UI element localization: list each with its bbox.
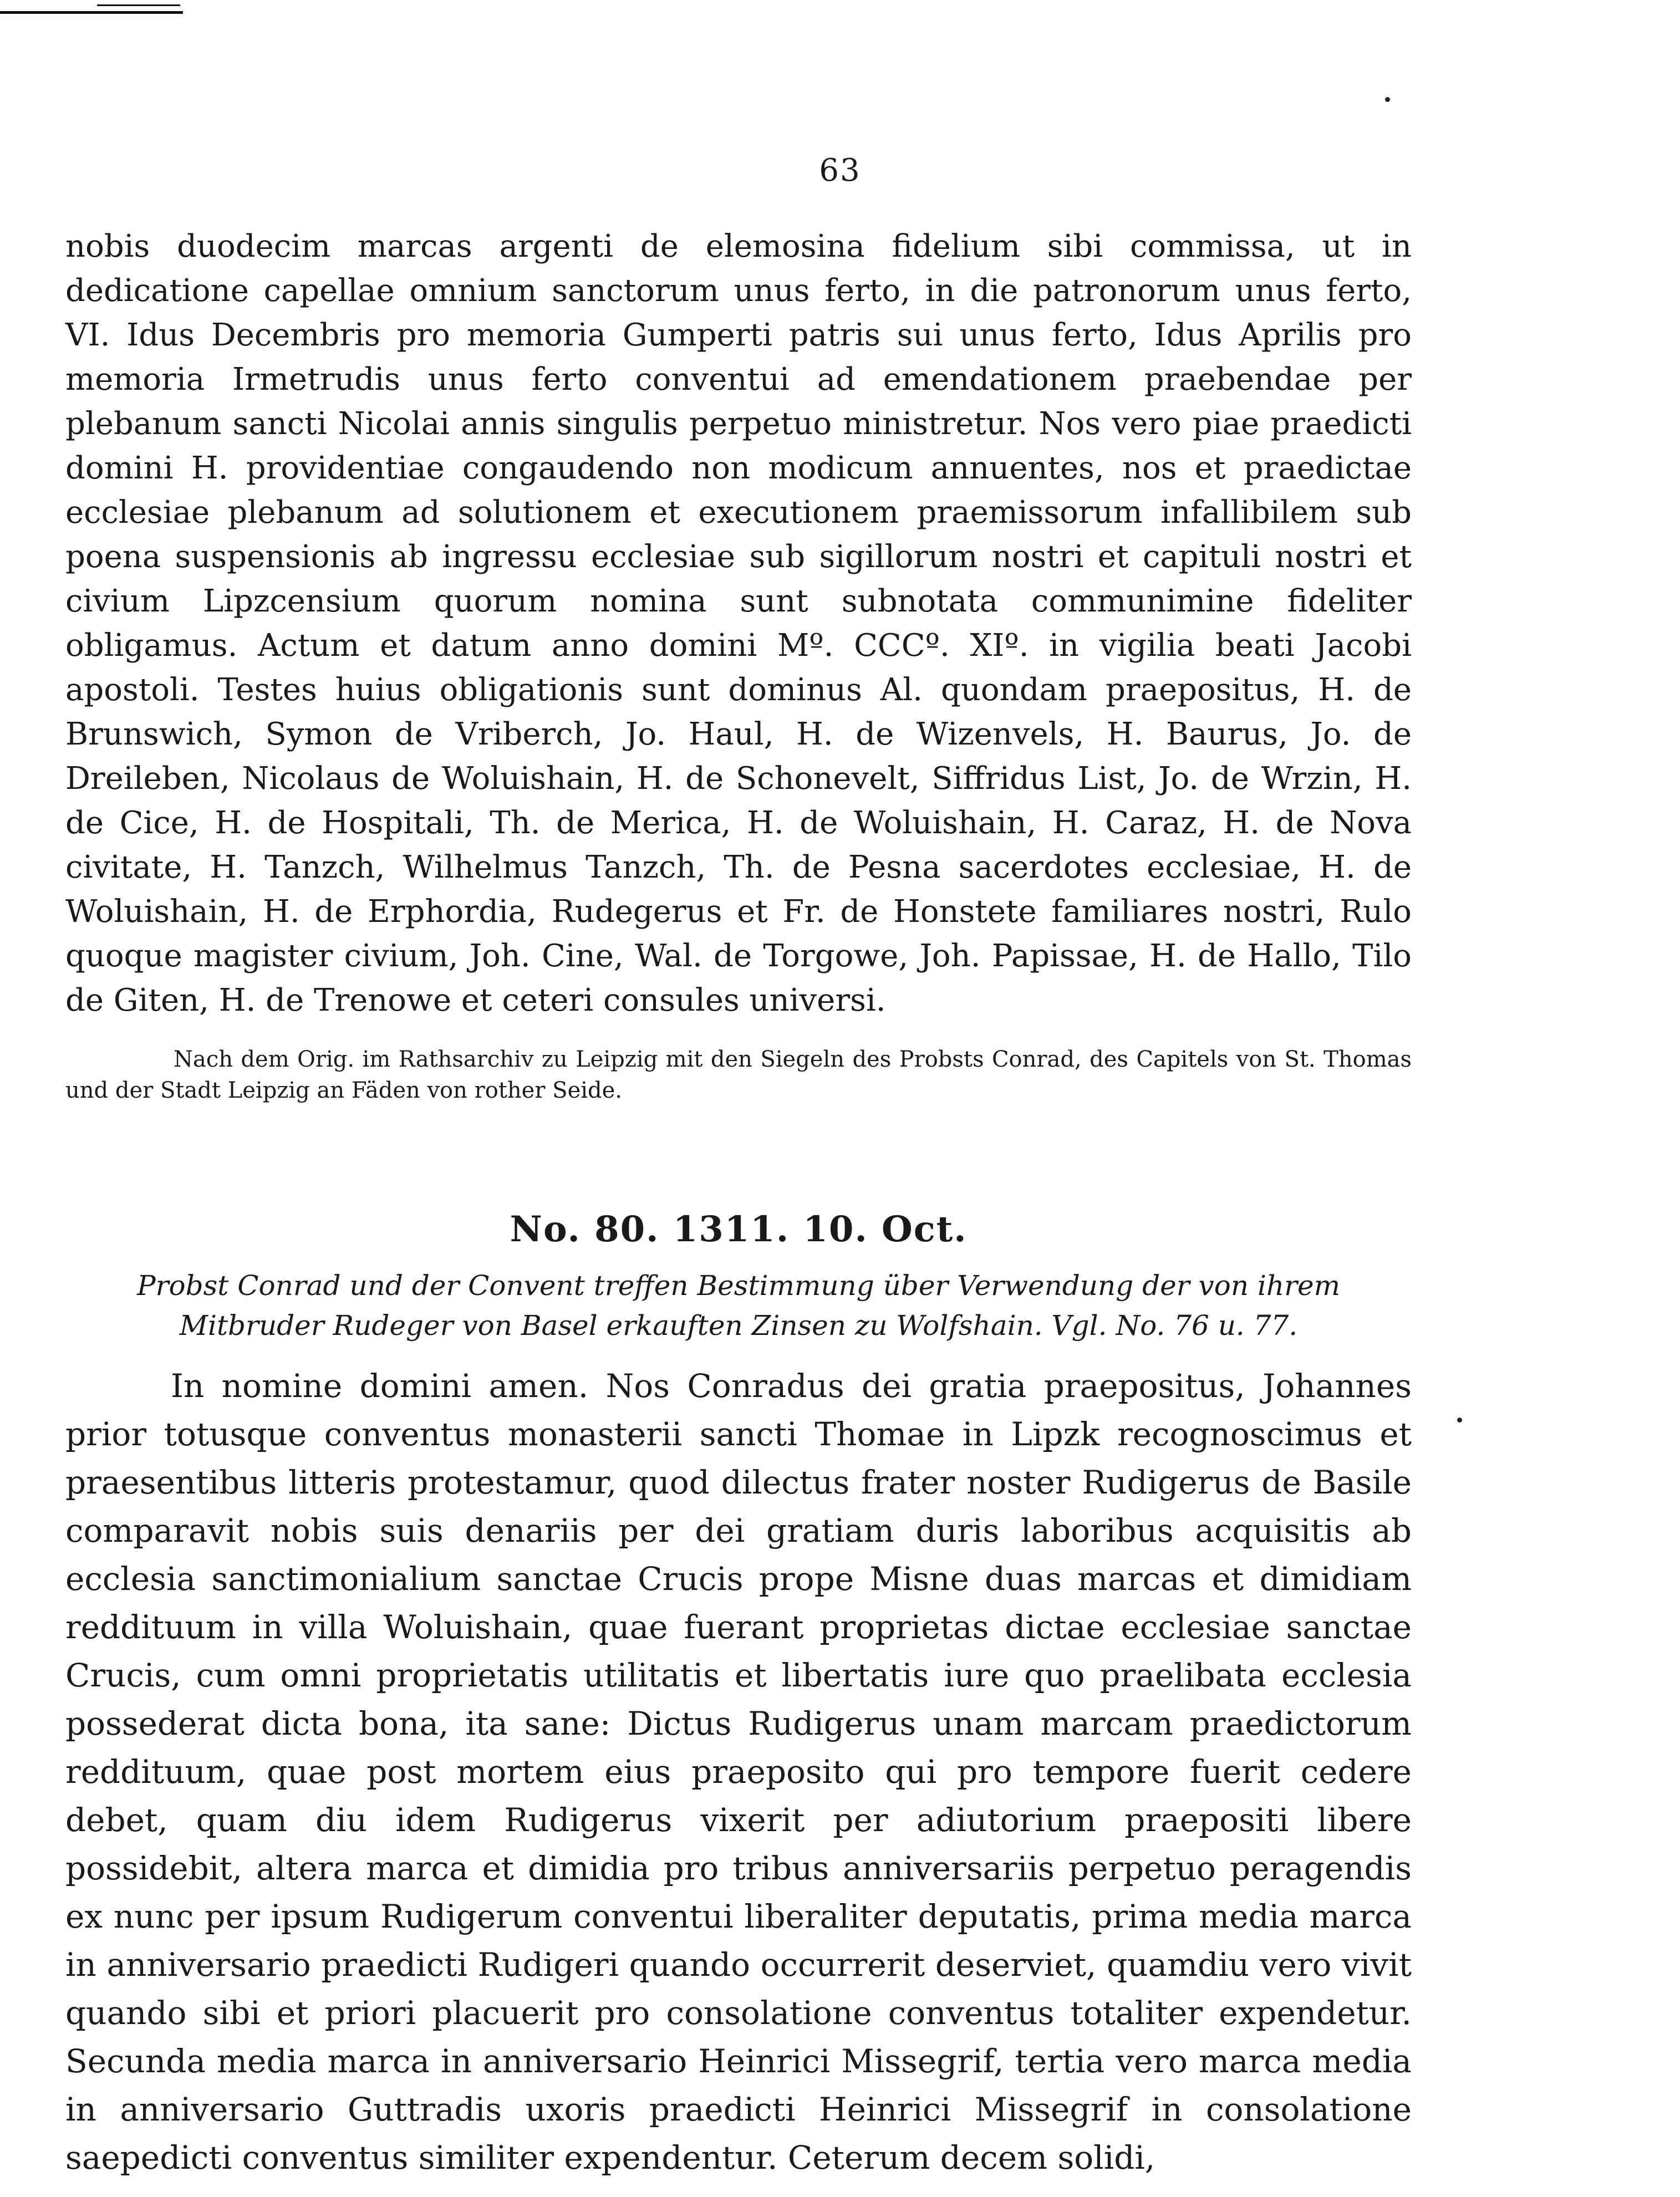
- top-rule: [0, 11, 183, 14]
- charter-text: nobis duodecim marcas argenti de elemosina fidelium sibi commissa, ut in dedicatione capellae omnium sanctorum unus ferto, in die patronorum unus ferto, VI. Idus Decembris pro memoria Gumperti patris sui unus ferto, Idus Aprilis pro memoria Irmetrudis unus ferto conventui ad emendationem praebendae per plebanum sancti Nicolai annis singulis perpetuo ministretur. Nos vero piae praedicti domini H. providentiae congaudendo non modicum annuentes, nos et praedictae ecclesiae plebanum ad solutionem et executionem praemissorum infallibilem sub poena suspensionis ab ingressu ecclesiae sub sigillorum nostri et capituli nostri et civium Lipzcensium quorum nomina sunt subnotata communimine fideliter obligamus. Actum et datum anno domini Mº. CCCº. XIº. in vigilia beati Jacobi apostoli. Testes huius obligationis sunt dominus Al. quondam praepositus, H. de Brunswich, Symon de Vriberch, Jo. Haul, H. de Wizenvels, H. Baurus, Jo. de Dreileben, Nicolaus de Woluishain, H. de Schonevelt, Siffridus List, Jo. de Wrzin, H. de Cice, H. de Hospitali, Th. de Merica, H. de Woluishain, H. Caraz, H. de Nova civitate, H. Tanzch, Wilhelmus Tanzch, Th. de Pesna sacerdotes ecclesiae, H. de Woluishain, H. de Erphordia, Rudegerus et Fr. de Honstete familiares nostri, Rulo quoque magister civium, Joh. Cine, Wal. de Torgowe, Joh. Papissae, H. de Hallo, Tilo de Giten, H. de Trenowe et ceteri consules universi.: [65, 228, 1412, 1018]
- page-number: 63: [819, 152, 861, 188]
- charter-continuation: [65, 225, 1412, 1106]
- scan-speck: [1457, 1418, 1462, 1423]
- charter-regest: Probst Conrad und der Convent treffen Bestimmung über Verwendung der von ihrem Mitbruder Rudeger von Basel erkauften Zinsen zu Wolfshain. Vgl. No. 76 u. 77.: [136, 1270, 1341, 1342]
- scan-speck: [1385, 97, 1390, 102]
- charter-text: In nomine domini amen. Nos Conradus dei gratia praepositus, Johannes prior totusque conventus monasterii sancti Thomae in Lipzk recognoscimus et praesentibus litteris protestamur, quod dilectus frater noster Rudigerus de Basile comparavit nobis suis denariis per dei gratiam duris laboribus acquisitis ab ecclesia sanctimonialium sanctae Crucis prope Misne duas marcas et dimidiam reddituum in villa Woluishain, quae fuerant proprietas dictae ecclesiae sanctae Crucis, cum omni proprietatis utilitatis et libertatis iure quo praelibata ecclesia possederat dicta bona, ita sane: Dictus Rudigerus unam marcam praedictorum reddituum, quae post mortem eius praeposito qui pro tempore fuerit cedere debet, quam diu idem Rudigerus vixerit per adiutorium praepositi libere possidebit, altera marca et dimidia pro tribus anniversariis perpetuo peragendis ex nunc per ipsum Rudigerum conventui liberaliter deputatis, prima media marca in anniversario praedicti Rudigeri quando occurrerit deserviet, quamdiu vero vivit quando sibi et priori placuerit pro consolatione conventus totaliter expendetur. Secunda media marca in anniversario Heinrici Missegrif, tertia vero marca media in anniversario Guttradis uxoris praedicti Heinrici Missegrif in consolatione saepedicti conventus similiter expendentur. Ceterum decem solidi,: [65, 1367, 1412, 2176]
- top-rule-short: [97, 4, 180, 6]
- source-note: Nach dem Orig. im Rathsarchiv zu Leipzig mit den Siegeln des Probsts Conrad, des Capitels von St. Thomas und der Stadt Leipzig an Fäden von rother Seide.: [65, 1047, 1412, 1103]
- charter-80: [65, 1209, 1412, 2182]
- charter-heading: No. 80. 1311. 10. Oct.: [510, 1209, 968, 1250]
